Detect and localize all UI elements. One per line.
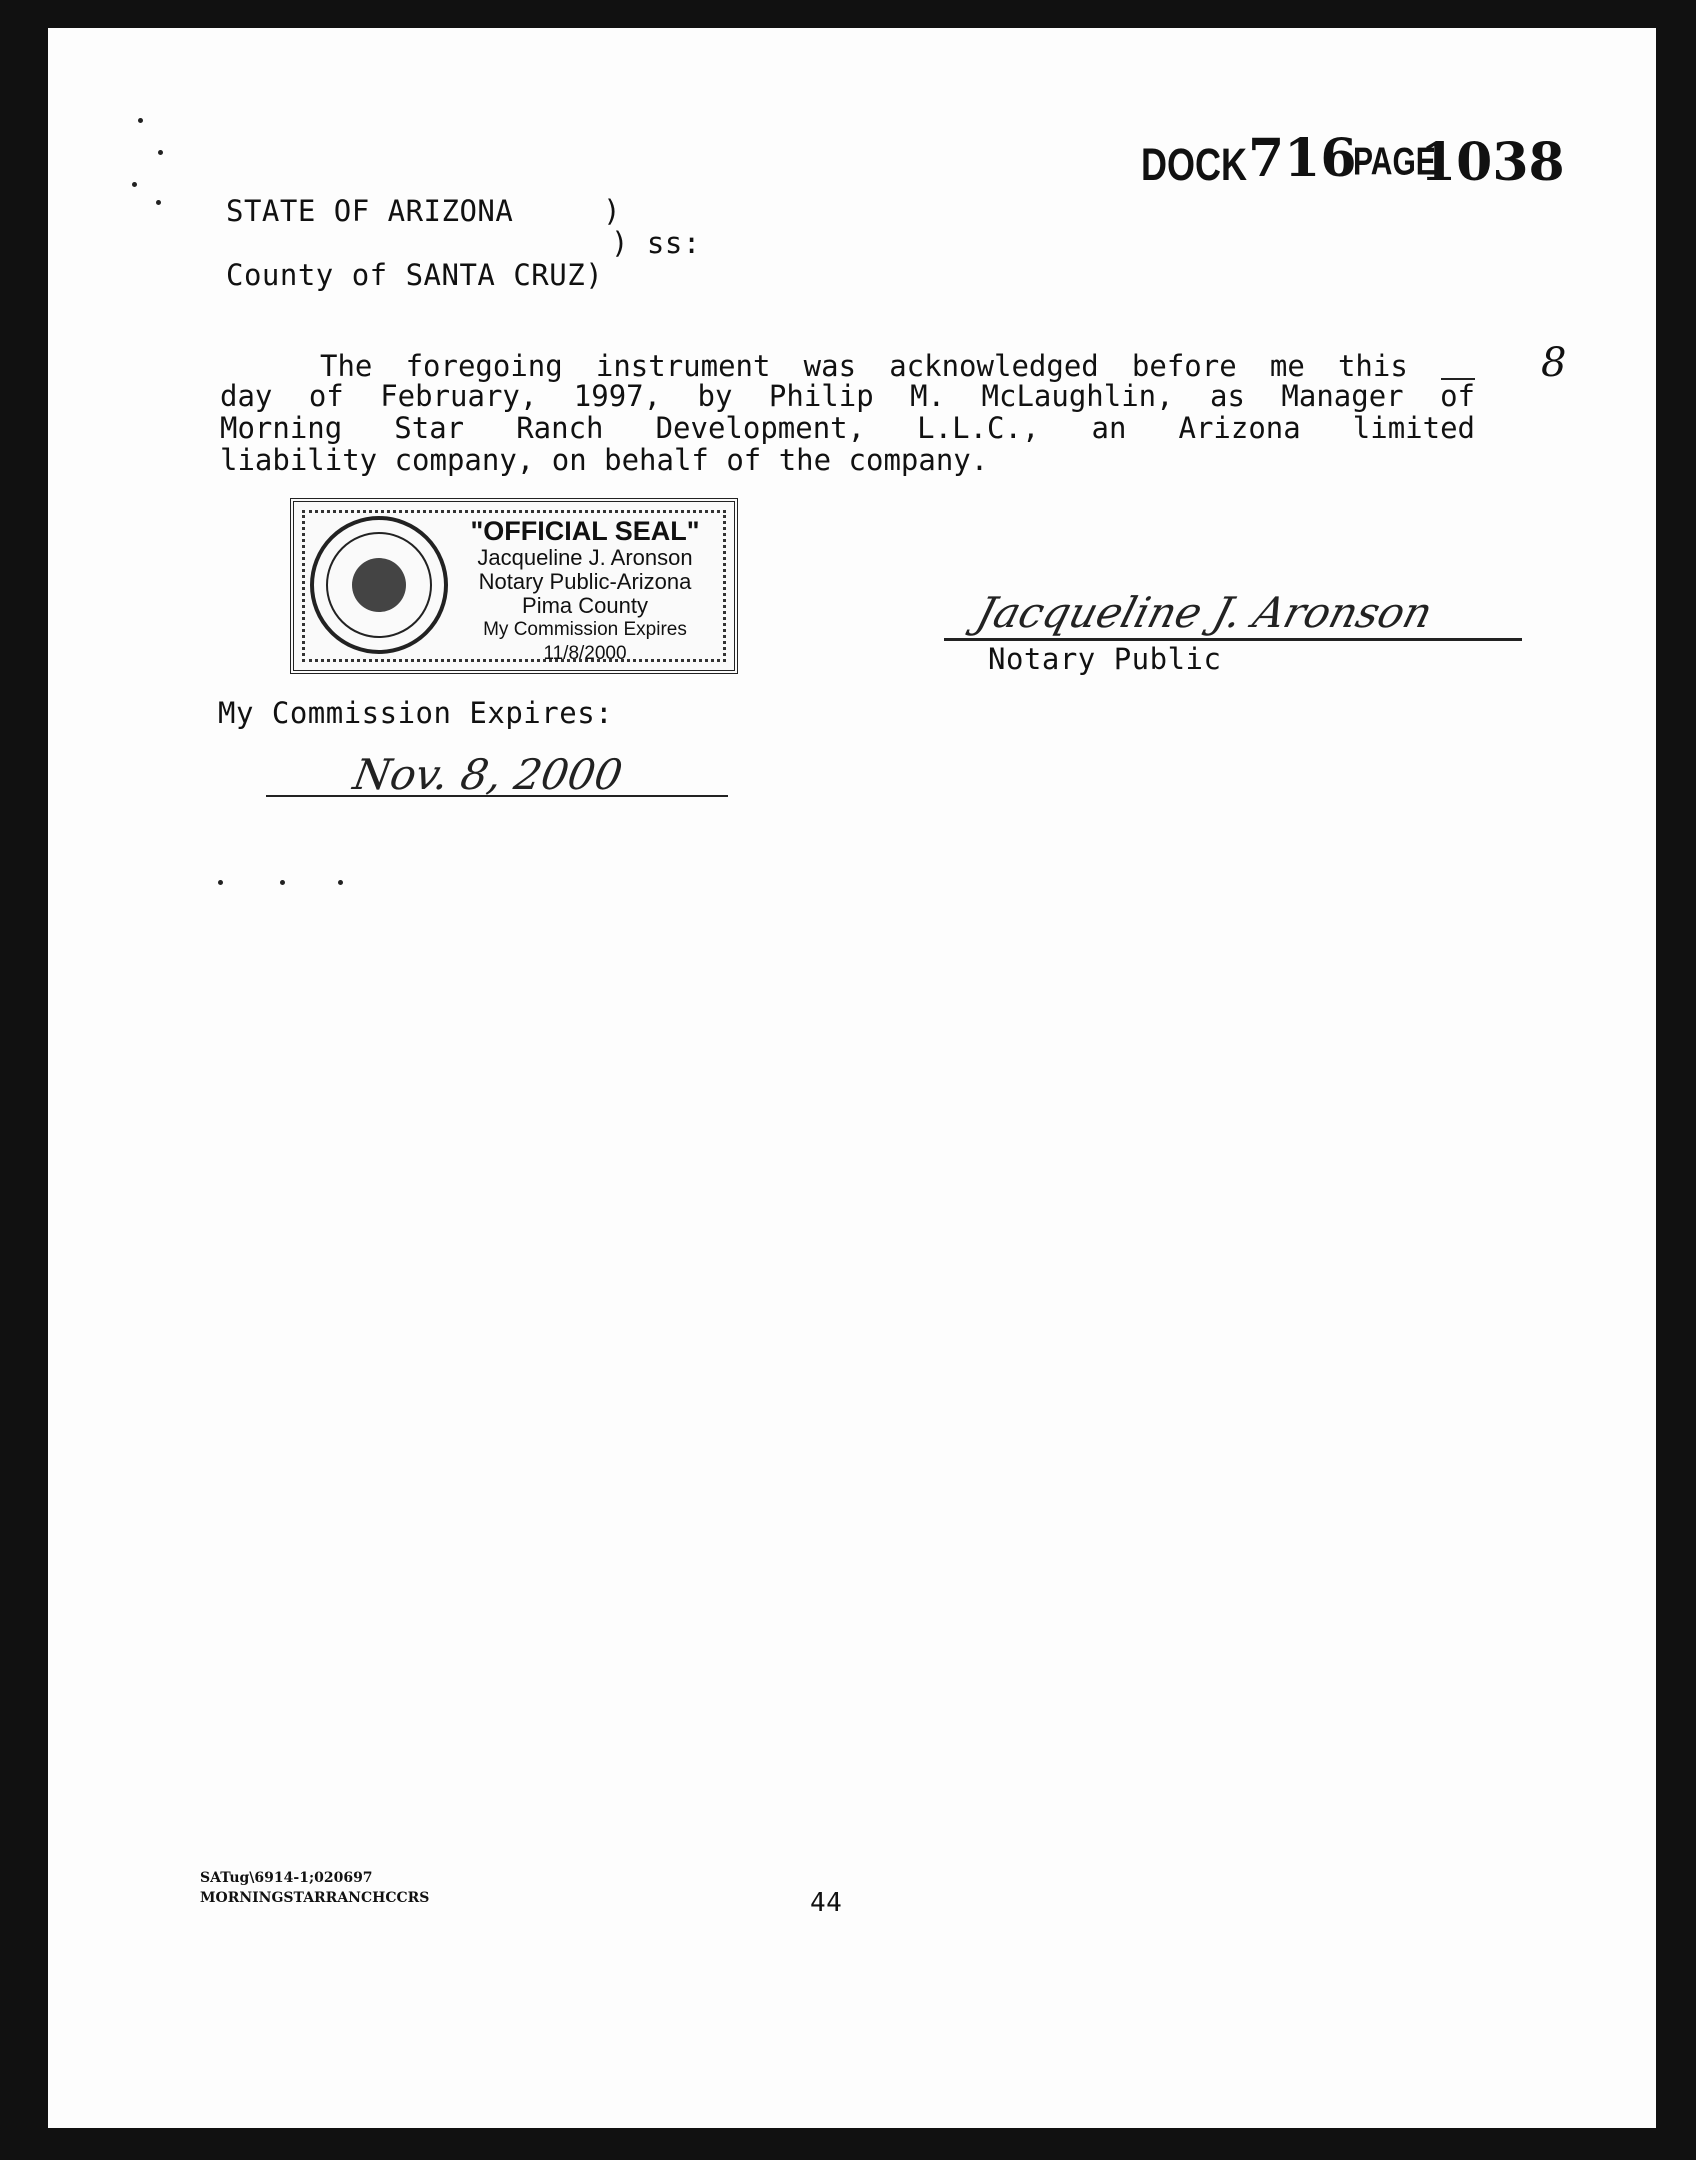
speck [132,182,137,187]
speck [218,880,223,885]
commission-expires-label: My Commission Expires: [218,696,614,730]
speck [338,880,343,885]
book-label: DOCK [1141,138,1247,190]
venue-county: County of SANTA CRUZ) [226,258,604,292]
state-seal-emblem [310,516,448,654]
commission-expiration-date: Nov. 8, 2000 [349,750,627,799]
seal-county: Pima County [522,593,648,618]
footer-page-number: 44 [810,1888,843,1918]
commission-date-line [266,795,728,797]
seal-name: Jacqueline J. Aronson [477,545,693,570]
acknowledgment-paragraph [220,340,1567,477]
acknowledgment-line-4: liability company, on behalf of the company. [220,443,989,477]
venue-ss: ) ss: [611,226,701,260]
book-number: 716 [1248,128,1357,189]
document-page [48,28,1656,2128]
notary-signature: Jacqueline J. Aronson [971,588,1438,637]
page-number: 1038 [1420,132,1565,193]
acknowledgment-line-1 [220,340,1567,386]
footer-code-line-1: SATug\6914-1;020697 [200,1870,373,1886]
acknowledgment-line-2: day of February, 1997, by Philip M. McLaughlin, as Manager of [220,379,1475,413]
acknowledgment-line-3: Morning Star Ranch Development, L.L.C., an Arizona limited [220,411,1475,445]
official-seal-stamp [290,498,738,674]
speck [138,118,143,123]
speck [158,150,163,155]
seal-core [352,558,406,612]
venue-state: STATE OF ARIZONA ) [226,194,622,228]
seal-text [444,516,726,666]
footer-code-line-2: MORNINGSTARRANCHCCRS [200,1890,430,1906]
speck [156,200,161,205]
signature-line [944,638,1522,641]
notary-public-label: Notary Public [988,642,1222,676]
acknowledgment-line-1-text: The foregoing instrument was acknowledged before me this [320,349,1408,383]
speck [280,880,285,885]
page-label: PAGE [1353,140,1436,184]
seal-office: Notary Public-Arizona [478,569,692,594]
handwritten-day: 8 [1441,348,1475,380]
seal-title: "OFFICIAL SEAL" [470,516,700,546]
seal-expires: My Commission Expires 11/8/2000 [483,619,687,664]
